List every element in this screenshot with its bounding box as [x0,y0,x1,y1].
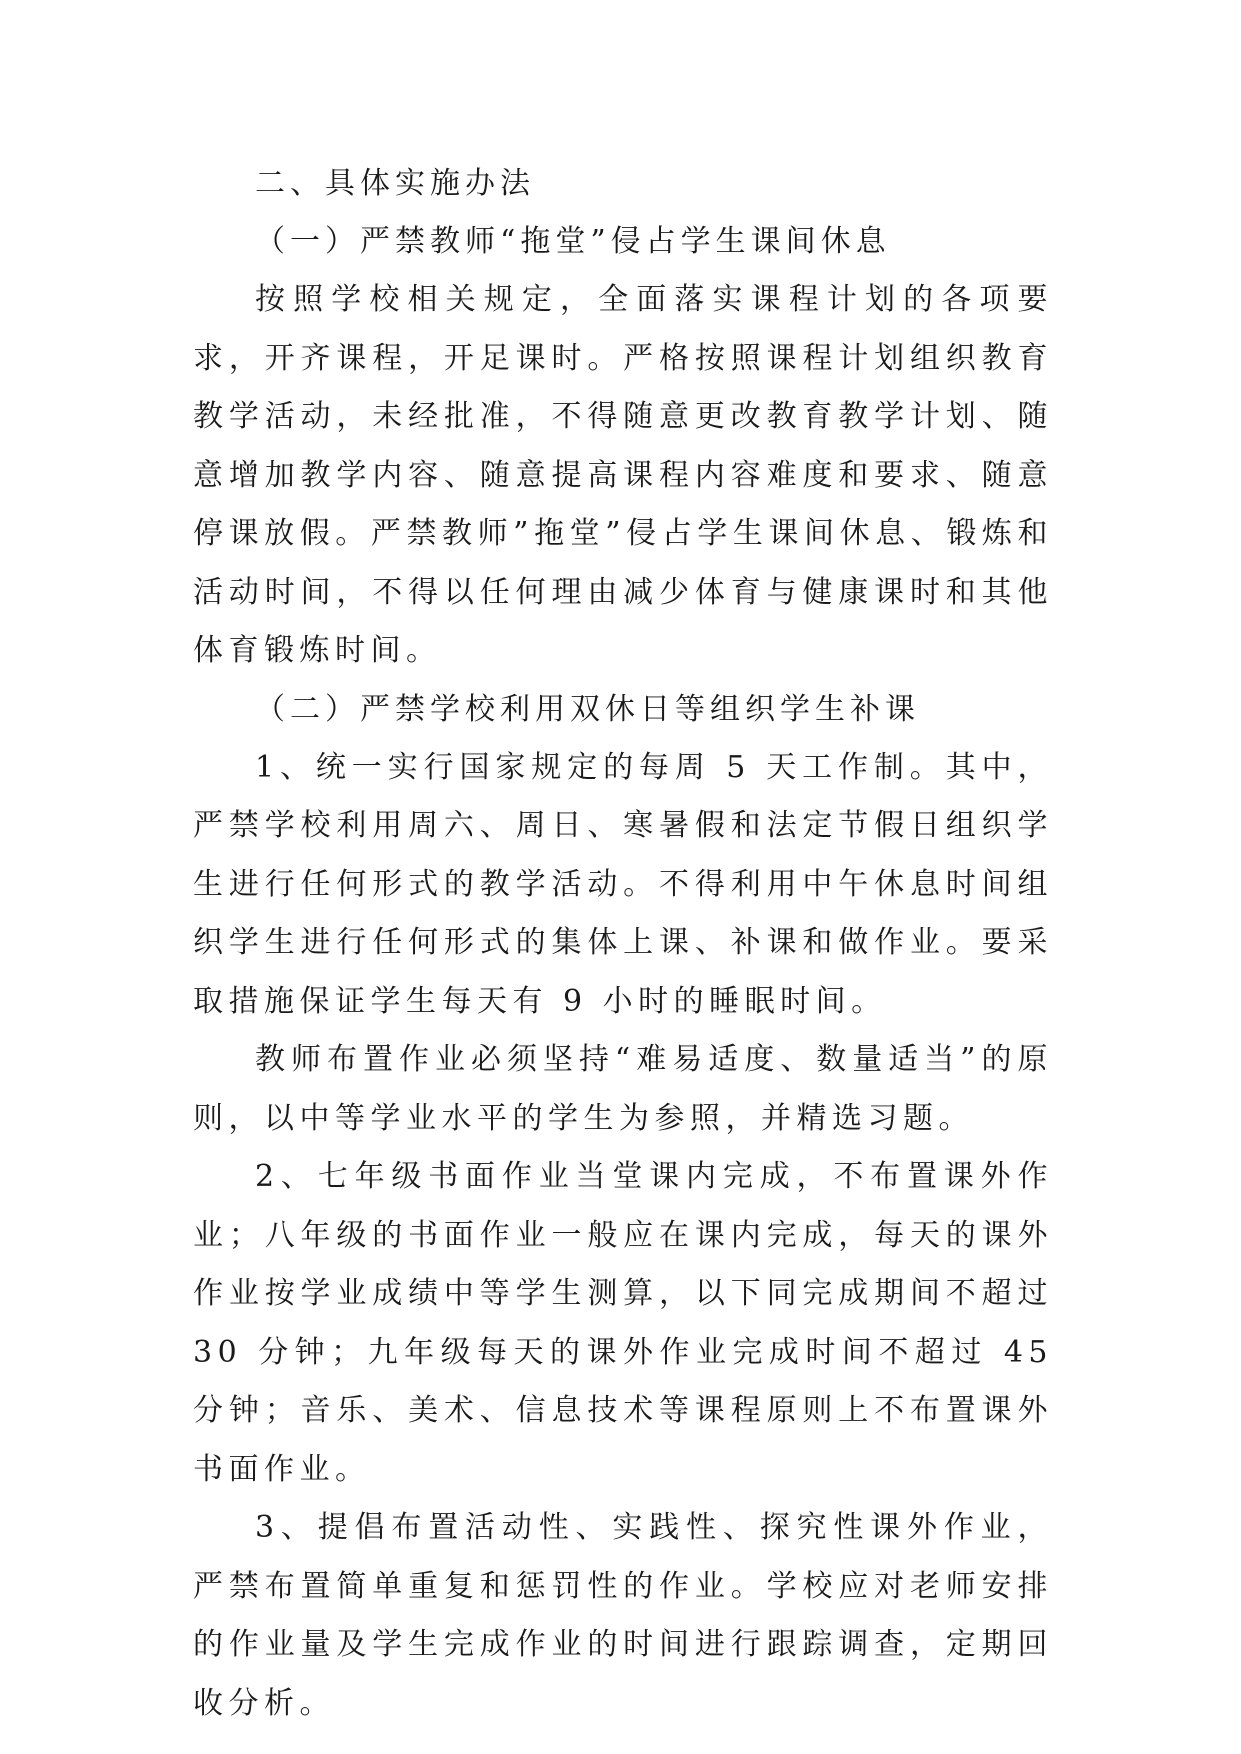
paragraph-homework-principle: 教师布置作业必须坚持“难易适度、数量适当”的原则，以中等学业水平的学生为参照，并精选习题。 [193,1042,1053,1136]
paragraph-homework-by-grade: 2、七年级书面作业当堂课内完成，不布置课外作业；八年级的书面作业一般应在课内完成，每天的课外作业按学业成绩中等学生测算，以下同完成期间不超过 30 分钟；九年级每天的课外作业完成时间不超过 45 分钟；音乐、美术、信息技术等课程原则上不布置课外书面作业。 [193,1159,1053,1487]
paragraph-workweek: 1、统一实行国家规定的每周 5 天工作制。其中，严禁学校利用周六、周日、寒暑假和法定节假日组织学生进行任何形式的教学活动。不得利用中午休息时间组织学生进行任何形式的集体上课、补课和做作业。要采取措施保证学生每天有 9 小时的睡眠时间。 [193,749,1053,1019]
subsection-heading-2: （二）严禁学校利用双休日等组织学生补课 [255,691,920,727]
paragraph-homework-type: 3、提倡布置活动性、实践性、探究性课外作业，严禁布置简单重复和惩罚性的作业。学校应对老师安排的作业量及学生完成作业的时间进行跟踪调查，定期回收分析。 [193,1510,1053,1721]
paragraph-curriculum: 按照学校相关规定，全面落实课程计划的各项要求，开齐课程，开足课时。严格按照课程计划组织教育教学活动，未经批准，不得随意更改教育教学计划、随意增加教学内容、随意提高课程内容难度和要求、随意停课放假。严禁教师”拖堂”侵占学生课间休息、锻炼和活动时间，不得以任何理由减少体育与健康课时和其他体育锻炼时间。 [193,282,1053,668]
section-heading-main: 二、具体实施办法 [255,166,535,201]
subsection-heading-1: （一）严禁教师“拖堂”侵占学生课间休息 [255,224,891,259]
document-body [193,155,1053,1733]
